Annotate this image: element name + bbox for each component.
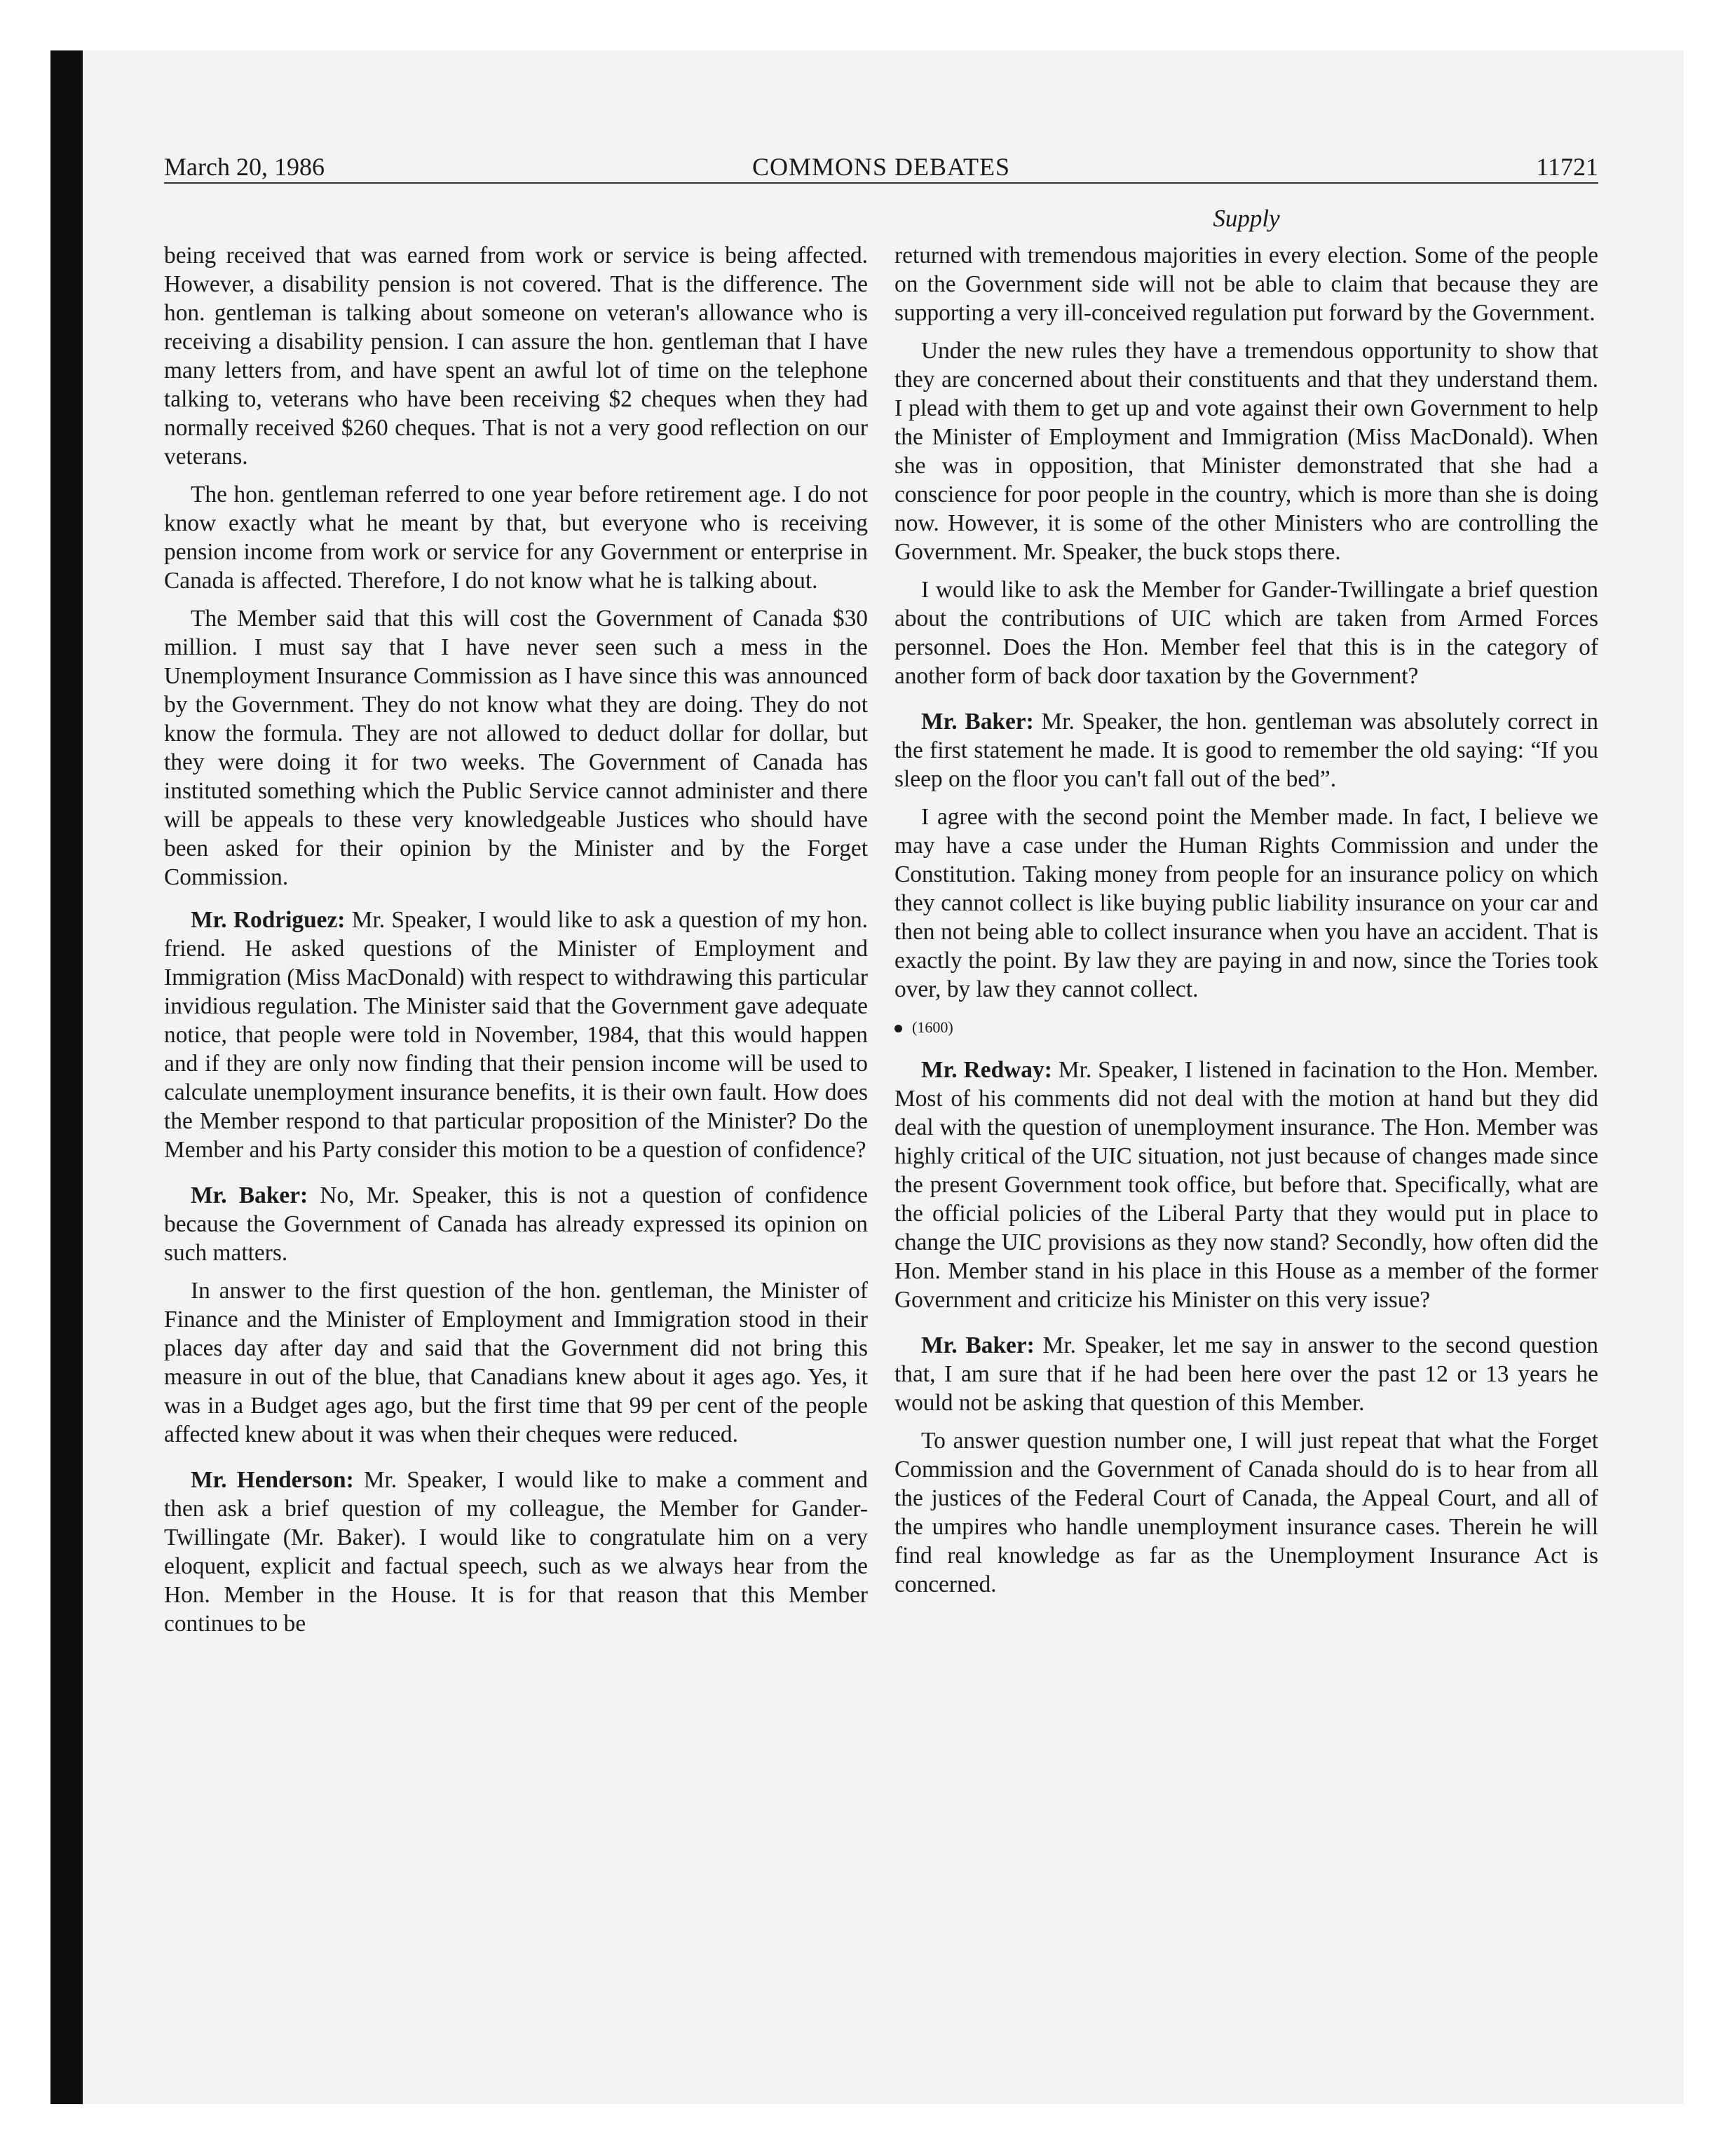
paragraph: Under the new rules they have a tremendous opportunity to show that they are concerned about their constituents and that they understand them. I plead with them to get up and vote against their own Government to help the Minister of Employment and Immigration (Miss MacDonald). When she was in opposition, that Minister demonstrated that she had a conscience for poor people in the country, which is more than she is doing now. However, it is some of the other Ministers who are controlling the Government. Mr. Speaker, the buck stops there. [894, 338, 1598, 565]
paragraph: I agree with the second point the Member made. In fact, I believe we may have a case under the Human Rights Commission and under the Constitution. Taking money from people for an insurance policy on which they cannot collect is like buying public liability insurance on your car and then not being able to collect insurance when you have an accident. That is exactly the point. By law they are paying in and now, since the Tories took over, by law they cannot collect. [894, 804, 1598, 1002]
speaker-name: Mr. Redway: [921, 1057, 1052, 1083]
paragraph: returned with tremendous majorities in every election. Some of the people on the Government side will not be able to claim that because they are supporting a very ill-conceived regulation put forward by the Government. [894, 243, 1598, 326]
speech-henderson [164, 1466, 868, 1638]
speech-text: Mr. Speaker, let me say in answer to the second question that, I am sure that if he had been here over the past 12 or 13 years he would not be asking that question of this Member. [894, 1332, 1598, 1416]
time-marker [894, 1014, 1598, 1042]
speaker-name: Mr. Baker: [921, 709, 1034, 735]
speech-text: No, Mr. Speaker, this is not a question of confidence because the Government of Canada has already expressed its opinion on such matters. [164, 1182, 868, 1266]
speaker-name: Mr. Rodriguez: [191, 907, 346, 933]
paragraph: The hon. gentleman referred to one year before retirement age. I do not know exactly what he meant by that, but everyone who is receiving pension income from work or service for any Government or enterprise in Canada is affected. Therefore, I do not know what he is talking about. [164, 482, 868, 594]
right-column [894, 241, 1598, 1608]
speech-text: Mr. Speaker, I would like to make a comment and then ask a brief question of my colleague, the Member for Gander-Twillingate (Mr. Baker). I would like to congratulate him on a very eloquent, explicit and factual speech, such as we always hear from the Hon. Member in the House. It is for that reason that this Member continues to be [164, 1467, 868, 1637]
speech-text: Mr. Speaker, I listened in facination to the Hon. Member. Most of his comments did not deal with the motion at hand but they did deal with the question of unemployment insurance. The Hon. Member was highly critical of the UIC situation, not just because of changes made since the present Government took office, but before that. Specifically, what are the official policies of the Liberal Party that they would put in place to change the UIC provisions as they now stand? Secondly, how often did the Hon. Member stand in his place in this House as a member of the former Government and criticize his Minister on this very issue? [894, 1057, 1598, 1313]
speaker-name: Mr. Henderson: [191, 1467, 354, 1493]
paragraph: I would like to ask the Member for Gander-Twillingate a brief question about the contributions of UIC which are taken from Armed Forces personnel. Does the Hon. Member feel that this is in the category of another form of back door taxation by the Government? [894, 577, 1598, 689]
speech-baker [164, 1181, 868, 1267]
bullet-icon [894, 1025, 902, 1032]
speech-redway [894, 1056, 1598, 1314]
speech-baker [894, 707, 1598, 793]
speech-baker [894, 1331, 1598, 1417]
paragraph: The Member said that this will cost the Government of Canada $30 million. I must say that I have never seen such a mess in the Unemployment Insurance Commission as I have since this was announced by the Government. They do not know what they are doing. They do not know the formula. They are not allowed to deduct dollar for dollar, but they were doing it for two weeks. The Government of Canada has instituted something which the Public Service cannot administer and there will be appeals to these very knowledgeable Justices who should have been asked for their opinion by the Minister and by the Forget Commission. [164, 606, 868, 890]
header-title: COMMONS DEBATES [751, 153, 1011, 181]
speech-text: Mr. Speaker, the hon. gentleman was absolutely correct in the first statement he made. It is good to remember the old saying: “If you sleep on the floor you can't fall out of the bed”. [894, 709, 1598, 792]
paragraph: being received that was earned from work or service is being affected. However, a disability pension is not covered. That is the difference. The hon. gentleman is talking about someone on veteran's allowance who is receiving a disability pension. I can assure the hon. gentleman that I have many letters from, and have spent an awful lot of time on the telephone talking to, veterans who have been receiving $2 cheques when they had normally received $260 cheques. That is not a very good reflection on our veterans. [164, 243, 868, 470]
speaker-name: Mr. Baker: [191, 1182, 308, 1208]
scan-border-edge [50, 50, 83, 2104]
speech-text: Mr. Speaker, I would like to ask a question of my hon. friend. He asked questions of the Minister of Employment and Immigration (Miss MacDonald) with respect to withdrawing this particular invidious regulation. The Minister said that the Government gave adequate notice, that people were told in November, 1984, that this would happen and if they are only now finding that their pension income will be used to calculate unemployment insurance benefits, it is their own fault. How does the Member respond to that particular proposition of the Minister? Do the Member and his Party consider this motion to be a question of confidence? [164, 907, 868, 1163]
timestamp-text: (1600) [912, 1018, 953, 1036]
page-number: 11721 [1536, 153, 1598, 181]
header-date: March 20, 1986 [164, 153, 325, 181]
running-header [164, 151, 1598, 184]
paragraph: To answer question number one, I will just repeat that what the Forget Commission and the Government of Canada should do is to hear from all the justices of the Federal Court of Canada, the Appeal Court, and all of the umpires who handle unemployment insurance cases. Therein he will find real knowledge as far as the Unemployment Insurance Act is concerned. [894, 1428, 1598, 1597]
section-heading: Supply [1213, 205, 1280, 232]
speaker-name: Mr. Baker: [921, 1332, 1035, 1358]
left-column [164, 241, 868, 1647]
paragraph: In answer to the first question of the hon. gentleman, the Minister of Finance and the Minister of Employment and Immigration stood in their places day after day and said that the Government did not bring this measure in out of the blue, that Canadians knew about it ages ago. Yes, it was in a Budget ages ago, but the first time that 99 per cent of the people affected knew about it was when their cheques were reduced. [164, 1278, 868, 1447]
speech-rodriguez [164, 906, 868, 1164]
